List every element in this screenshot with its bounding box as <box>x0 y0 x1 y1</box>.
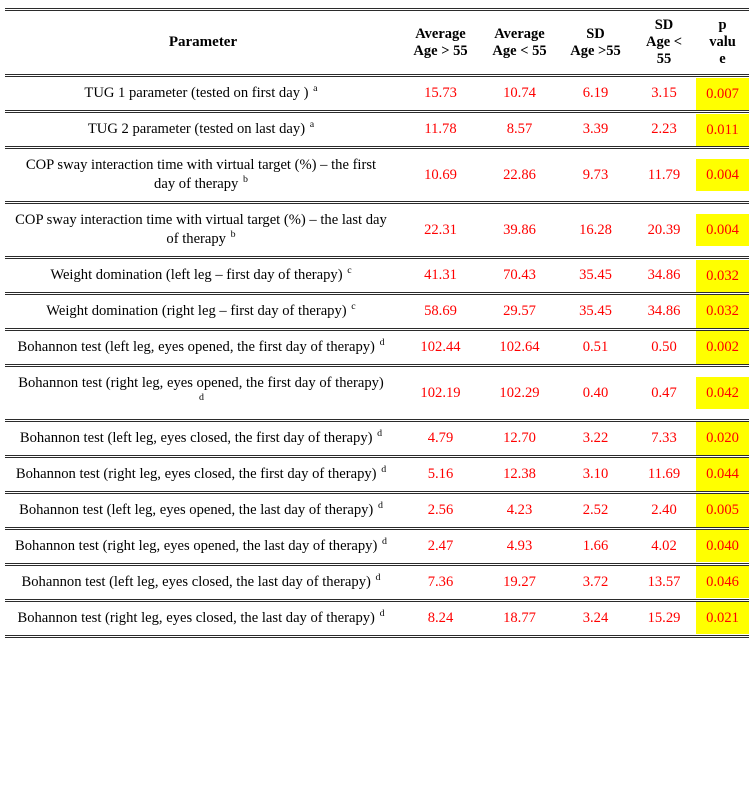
parameter-label: COP sway interaction time with virtual target (%) – the last day of therapy <box>15 212 387 248</box>
sd-age-under-55-cell: 20.39 <box>632 203 696 258</box>
sd-age-under-55-cell: 34.86 <box>632 258 696 294</box>
p-value-highlight: 0.044 <box>696 458 749 490</box>
p-value-highlight: 0.032 <box>696 295 749 327</box>
sd-age-under-55-cell: 11.79 <box>632 148 696 203</box>
p-value-highlight: 0.042 <box>696 377 749 409</box>
header-line: e <box>719 51 726 68</box>
p-value-highlight: 0.046 <box>696 566 749 598</box>
sd-age-over-55-cell: 3.72 <box>559 564 632 600</box>
p-value-cell <box>696 148 749 203</box>
p-value-cell <box>696 203 749 258</box>
average-age-over-55-cell: 11.78 <box>401 112 480 148</box>
average-age-over-55-cell: 10.69 <box>401 148 480 203</box>
header-line: SD <box>654 17 674 33</box>
sd-age-over-55-cell: 6.19 <box>582 85 609 102</box>
average-age-under-55-cell: 39.86 <box>480 203 559 258</box>
sd-age-over-55-cell: 0.40 <box>559 366 632 421</box>
footnote-marker: d <box>377 428 383 440</box>
parameter-label: Bohannon test (left leg, eyes opened, the first day of therapy) <box>17 339 375 356</box>
p-value-cell <box>696 456 749 492</box>
p-value-cell <box>696 420 749 456</box>
footnote-marker: d <box>377 500 383 512</box>
p-value-cell <box>696 112 749 148</box>
average-age-over-55-cell: 8.24 <box>401 600 480 636</box>
footnote-marker: d <box>375 572 381 583</box>
footnote-marker: c <box>351 301 356 313</box>
column-header-average-age-over-55 <box>401 10 480 76</box>
p-value-highlight: 0.032 <box>696 260 749 292</box>
footnote-marker: b <box>243 174 248 186</box>
parameter-label: Bohannon test (left leg, eyes closed, the last day of therapy) <box>21 573 371 590</box>
p-value-cell <box>696 330 749 366</box>
p-value-cell <box>696 600 749 636</box>
p-value-cell <box>696 564 749 600</box>
column-header-average-age-under-55 <box>480 10 559 76</box>
parameter-cell <box>5 294 401 330</box>
parameter-label: Weight domination (right leg – first day of therapy) <box>46 303 347 320</box>
average-age-under-55-cell: 18.77 <box>480 600 559 636</box>
average-age-over-55-cell: 41.31 <box>401 258 480 294</box>
parameter-cell <box>5 366 401 421</box>
table-row <box>5 366 749 421</box>
parameter-cell <box>5 148 401 203</box>
sd-age-over-55-cell: 0.51 <box>559 330 632 366</box>
column-header-parameter: Parameter <box>5 10 401 76</box>
parameter-label: Bohannon test (right leg, eyes closed, the last day of therapy) <box>17 609 375 626</box>
average-age-under-55-cell: 19.27 <box>480 564 559 600</box>
sd-age-over-55-cell: 3.10 <box>559 456 632 492</box>
sd-age-over-55-cell: 3.24 <box>559 600 632 636</box>
table-row <box>5 330 749 366</box>
average-age-under-55-cell: 12.38 <box>480 456 559 492</box>
sd-age-under-55-cell: 15.29 <box>632 600 696 636</box>
average-age-over-55-cell: 102.44 <box>401 330 480 366</box>
column-header-sd-age-over-55 <box>559 10 632 76</box>
average-age-over-55-cell: 5.16 <box>401 456 480 492</box>
sd-age-over-55-cell: 35.45 <box>559 258 632 294</box>
p-value-highlight: 0.011 <box>696 114 749 146</box>
average-age-over-55-cell: 2.56 <box>401 492 480 528</box>
footnote-marker: b <box>230 229 236 241</box>
p-value-highlight: 0.004 <box>696 159 749 191</box>
footnote-marker: c <box>347 265 352 277</box>
average-age-under-55-cell: 4.93 <box>480 528 559 564</box>
average-age-under-55-cell: 8.57 <box>480 112 559 148</box>
header-row <box>5 10 749 76</box>
average-age-over-55-cell: 2.47 <box>401 528 480 564</box>
table-row <box>5 600 749 636</box>
p-value-highlight: 0.004 <box>696 214 749 246</box>
header-line: Average <box>494 25 545 42</box>
parameter-cell <box>5 564 401 600</box>
p-value-highlight: 0.007 <box>696 78 749 110</box>
table-row <box>5 294 749 330</box>
parameter-label: TUG 1 parameter (tested on first day ) <box>84 85 309 102</box>
parameter-label: Bohannon test (right leg, eyes opened, the first day of therapy) <box>18 375 384 392</box>
sd-age-under-55-cell: 13.57 <box>632 564 696 600</box>
parameter-label: Bohannon test (right leg, eyes opened, the last day of therapy) <box>15 537 378 554</box>
footnote-marker: d <box>379 607 385 619</box>
header-line: SD <box>586 25 605 42</box>
table-row <box>5 456 749 492</box>
header-line: p <box>718 17 727 33</box>
table-row <box>5 420 749 456</box>
parameter-label: Bohannon test (left leg, eyes opened, the last day of therapy) <box>19 501 374 518</box>
average-age-under-55-cell: 12.70 <box>480 420 559 456</box>
footnote-marker: a <box>309 119 315 131</box>
footnote-marker: d <box>381 464 387 476</box>
sd-age-under-55-cell: 4.02 <box>632 528 696 564</box>
average-age-over-55-cell: 58.69 <box>401 294 480 330</box>
p-value-cell <box>696 258 749 294</box>
average-age-under-55-cell: 102.64 <box>480 330 559 366</box>
average-age-under-55-cell: 70.43 <box>480 258 559 294</box>
header-line: Age > 55 <box>413 42 468 59</box>
table-row <box>5 112 749 148</box>
footnote-marker: d <box>382 536 387 548</box>
sd-age-over-55-cell: 2.52 <box>559 492 632 528</box>
average-age-over-55-cell: 7.36 <box>401 564 480 600</box>
parameter-cell <box>5 528 401 564</box>
p-value-highlight: 0.021 <box>696 602 749 634</box>
table-row <box>5 76 749 112</box>
sd-age-over-55-cell: 35.45 <box>559 294 632 330</box>
column-header-sd-age-under-55 <box>632 10 696 76</box>
table-row <box>5 203 749 258</box>
sd-age-under-55-cell: 2.40 <box>632 492 696 528</box>
parameter-cell <box>5 420 401 456</box>
average-age-under-55-cell: 29.57 <box>480 294 559 330</box>
p-value-highlight: 0.002 <box>696 331 749 363</box>
parameter-label: TUG 2 parameter (tested on last day) <box>87 121 306 138</box>
p-value-cell <box>696 76 749 112</box>
sd-age-under-55-cell: 0.50 <box>632 330 696 366</box>
average-age-over-55-cell: 22.31 <box>401 203 480 258</box>
parameter-label: Bohannon test (right leg, eyes closed, the first day of therapy) <box>15 465 377 482</box>
average-age-over-55-cell: 102.19 <box>401 366 480 421</box>
p-value-cell <box>696 528 749 564</box>
average-age-under-55-cell: 102.29 <box>480 366 559 421</box>
p-value-cell <box>696 294 749 330</box>
table-row <box>5 148 749 203</box>
header-line: Average <box>415 25 466 42</box>
average-age-over-55-cell: 15.73 <box>424 85 457 102</box>
p-value-cell <box>696 492 749 528</box>
p-value-highlight: 0.020 <box>696 422 749 454</box>
parameter-cell <box>5 600 401 636</box>
sd-age-under-55-cell: 3.15 <box>651 85 677 102</box>
parameter-cell <box>5 203 401 258</box>
parameter-label: COP sway interaction time with virtual target (%) – the first day of therapy <box>25 157 377 193</box>
header-line: Age >55 <box>570 42 621 59</box>
parameter-cell <box>5 76 401 112</box>
sd-age-under-55-cell: 7.33 <box>632 420 696 456</box>
table-row <box>5 564 749 600</box>
sd-age-over-55-cell: 9.73 <box>559 148 632 203</box>
sd-age-over-55-cell: 3.39 <box>559 112 632 148</box>
p-value-highlight: 0.040 <box>696 530 749 562</box>
table-header <box>5 10 749 76</box>
p-value-cell <box>696 366 749 421</box>
sd-age-under-55-cell: 2.23 <box>632 112 696 148</box>
sd-age-over-55-cell: 3.22 <box>559 420 632 456</box>
parameter-cell <box>5 258 401 294</box>
sd-age-under-55-cell: 34.86 <box>632 294 696 330</box>
parameter-cell <box>5 492 401 528</box>
header-line: Age < <box>645 34 683 51</box>
average-age-over-55-cell: 4.79 <box>401 420 480 456</box>
p-value-highlight: 0.005 <box>696 494 749 526</box>
parameter-cell <box>5 112 401 148</box>
footnote-marker: a <box>313 83 318 95</box>
parameter-label: Weight domination (left leg – first day of therapy) <box>50 267 343 284</box>
statistics-table <box>5 8 749 638</box>
sd-age-under-55-cell: 11.69 <box>632 456 696 492</box>
header-line: 55 <box>656 51 672 68</box>
header-line: valu <box>709 34 736 51</box>
parameter-label: Bohannon test (left leg, eyes closed, the first day of therapy) <box>19 429 373 446</box>
parameter-cell <box>5 456 401 492</box>
footnote-marker: d <box>199 392 204 404</box>
parameter-cell <box>5 330 401 366</box>
table-row <box>5 492 749 528</box>
average-age-under-55-cell: 4.23 <box>480 492 559 528</box>
column-header-p-value <box>696 10 749 76</box>
table-row <box>5 258 749 294</box>
header-line: Age < 55 <box>492 42 547 59</box>
footnote-marker: d <box>379 337 385 349</box>
table-row <box>5 528 749 564</box>
table-body <box>5 76 749 636</box>
average-age-under-55-cell: 22.86 <box>480 148 559 203</box>
sd-age-under-55-cell: 0.47 <box>632 366 696 421</box>
average-age-under-55-cell: 10.74 <box>503 85 536 102</box>
sd-age-over-55-cell: 1.66 <box>559 528 632 564</box>
sd-age-over-55-cell: 16.28 <box>559 203 632 258</box>
